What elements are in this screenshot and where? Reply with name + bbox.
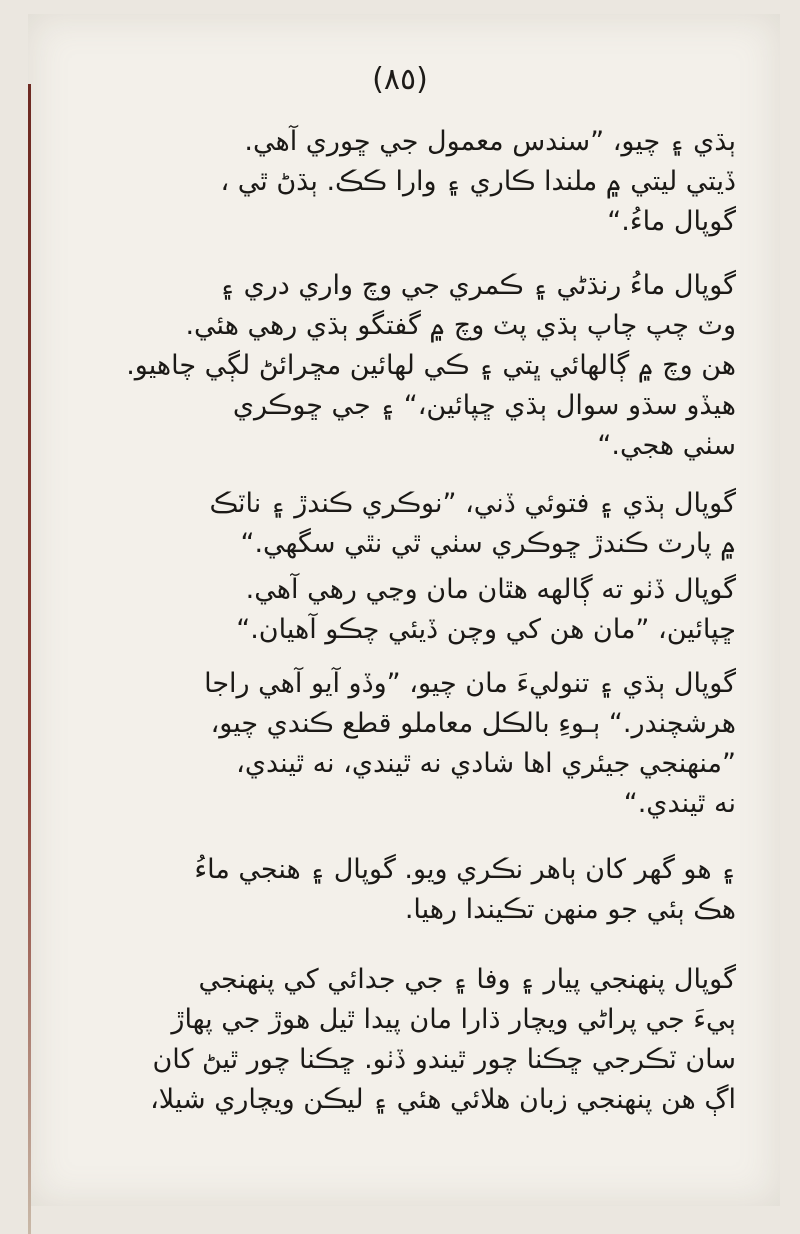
paragraph-7: گوپال پنهنجي پيار ۽ وفا ۽ جي جدائي کي پنهنجي ٻيءَ جي پراڻي ويچار ڌارا مان پيدا ٿيل هوڙ جي پهاڙ سان ٽڪرجي ڇڪنا چور ٿيندو ڏٺو. ڇڪنا چور ٿيڻ کان اڳ هن پنهنجي زبان هلائي هئي ۽ ليڪن ويچاري شيلا، [150,964,736,1115]
paragraph-2: گوپال ماءُ رنڌڻي ۽ ڪمري جي وچ واري دري ۽ وٽ چپ چاپ ٻڌي پٽ وچ ۾ گفتگو ٻڌي رهي هئي. هن وچ ۾ ڳالهائي ڀتي ۽ ڪي لهائين مڇرائڻ لڳي چاهيو. هيڏو سڌو سوال ٻڌي ڇپائين،“ ۽ جي ڇوڪري سٺي هجي.“ [126,270,736,461]
paragraph-1: ٻڌي ۽ چيو، ”سندس معمول جي ڇوري آهي. ڏيتي ليتي ۾ ملندا ڪاري ۽ وارا ڪڪ. ٻڌڻ ٿي ، گوپال ماءُ.“ [220,126,736,237]
page-text-body [96,122,736,1120]
paragraph-6: ۽ هو گهر کان ٻاهر نڪري ويو. گوپال ۽ هنجي ماءُ هڪ ٻئي جو منهن تڪيندا رهيا. [194,854,736,925]
paragraph-5: گوپال ٻڌي ۽ تنوليءَ مان چيو، ”وڏو آيو آهي راجا هرشچندر.“ ٻـوءِ بالڪل معاملو قطع ڪندي چيو، ”منهنجي جيئري اها شادي نه ٿيندي، نه ٿيندي، نه ٿيندي.“ [204,668,736,819]
page-edge-mark [28,84,31,1234]
paragraph-4: گوپال ڏٺو ته ڳالهه هٿان مان وڃي رهي آهي. ڇپائين، ”مان هن کي وچن ڏيئي چڪو آهيان.“ [236,574,736,645]
page-number: (٨٥) [372,62,428,97]
paragraph-3: گوپال ٻڌي ۽ فتوئي ڏني، ”نوڪري ڪندڙ ۽ ناٽڪ ۾ پارٽ ڪندڙ ڇوڪري سٺي ٿي نٿي سگهي.“ [209,488,736,559]
